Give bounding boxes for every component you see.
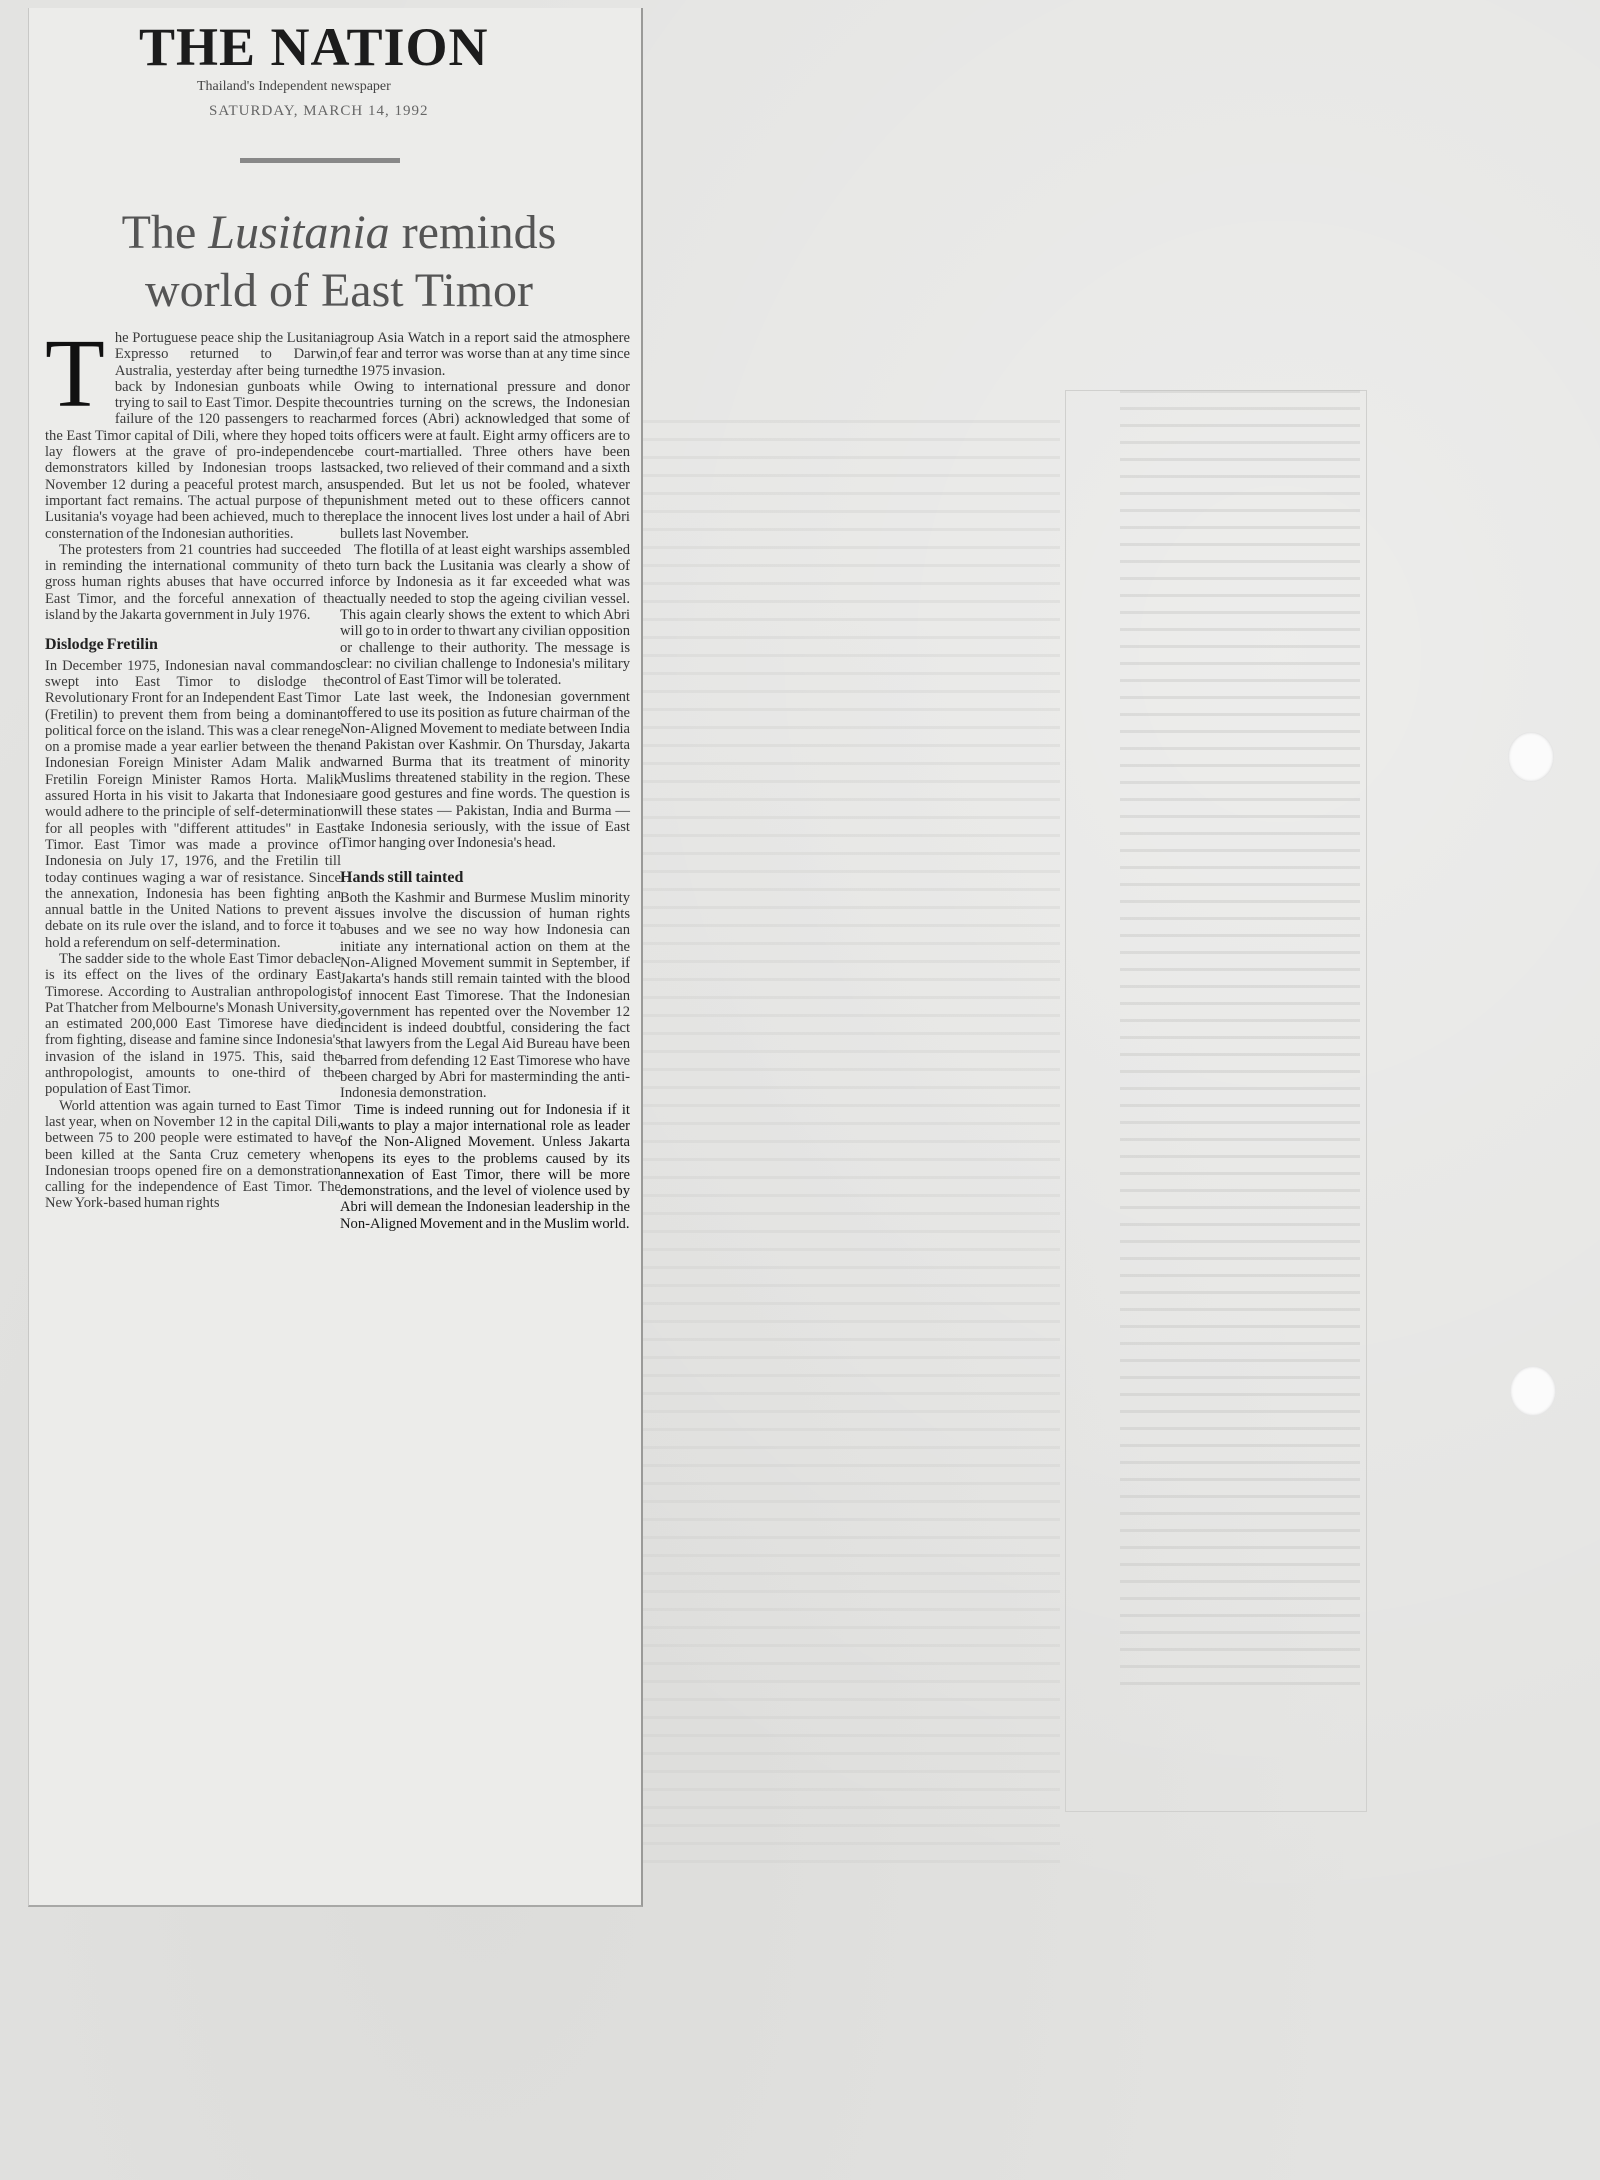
paragraph: Owing to international pressure and donor countries turning on the screws, the Indonesian armed forces (Abri) acknowledged that some of its officers were at fault. Eight army officers are to be court-martialled. Three others have been sacked, two relieved of their command and a sixth suspended. But let us not be fooled, whatever punishment meted out to these officers cannot replace the innocent lives lost under a hail of Abri bullets last November.: [340, 378, 630, 542]
article-headline: The Lusitania reminds world of East Timor: [121, 206, 557, 317]
paragraph: The Portuguese peace ship the Lusitania Expresso returned to Darwin, Australia, yesterday after being turned back by Indonesian gunboats while trying to sail to East Timor. Despite the failure of the 120 passengers to reach the East Timor capital of Dili, where they hoped to lay flowers at the grave of pro-independence demonstrators killed by Indonesian troops last November 12 during a peaceful protest march, an important fact remains. The actual purpose of the Lusitania's voyage had been achieved, much to the consternation of the Indonesian authorities.: [45, 320, 341, 542]
article-column-right: [340, 330, 630, 1232]
paragraph: The sadder side to the whole East Timor debacle is its effect on the lives of the ordinary East Timorese. According to Australian anthropologist Pat Thatcher from Melbourne's Monash University, an estimated 200,000 East Timorese have died from fighting, disease and famine since Indonesia's invasion of the island in 1975. This, said the anthropologist, amounts to one-third of the population of East Timor.: [45, 950, 341, 1098]
paragraph: The protesters from 21 countries had succeeded in reminding the international community of the gross human rights abuses that have occurred in East Timor, and the forceful annexation of the island by the Jakarta government in July 1976.: [45, 541, 341, 624]
paragraph: The flotilla of at least eight warships assembled to turn back the Lusitania was clearly a show of force by Indonesia as it far exceeded what was actually needed to stop the ageing civilian vessel. This again clearly shows the extent to which Abri will go to in order to thwart any civilian opposition or challenge to their authority. The message is clear: no civilian challenge to Indonesia's military control of East Timor will be tolerated.: [340, 541, 630, 689]
punch-hole: [1510, 1366, 1556, 1416]
paragraph: Both the Kashmir and Burmese Muslim minority issues involve the discussion of human rights abuses and we see no way how Indonesia can initiate any international action on them at the Non-Aligned Movement summit in September, if Jakarta's hands still remain tainted with the blood of innocent East Timorese. That the Indonesian government has repented over the November 12 incident is indeed doubtful, considering the fact that lawyers from the Legal Aid Bureau have been barred from defending 12 East Timorese who have been charged by Abri for masterminding the anti-Indonesia demonstration.: [340, 889, 630, 1102]
bleed-through-text-block: [1120, 390, 1360, 1690]
newspaper-tagline: Thailand's Independent newspaper: [197, 79, 391, 94]
newspaper-name: THE NATION: [139, 17, 489, 77]
paragraph: group Asia Watch in a report said the atmosphere of fear and terror was worse than at any time since the 1975 invasion.: [340, 330, 630, 379]
paragraph: In December 1975, Indonesian naval commandos swept into East Timor to dislodge the Revolutionary Front for an Independent East Timor (Fretilin) to prevent them from being a dominant political force on the island. This was a clear renege on a promise made a year earlier between the then Indonesian Foreign Minister Adam Malik and Fretilin Foreign Minister Ramos Horta. Malik assured Horta in his visit to Jakarta that Indonesia would adhere to the principle of self-determination for all peoples with "different attitudes" in East Timor. East Timor was made a province of Indonesia on July 17, 1976, and the Fretilin till today continues waging a war of resistance. Since the annexation, Indonesia has been fighting an annual battle in the United Nations to prevent a debate on its rule over the island, and to force it to hold a referendum on self-determination.: [45, 657, 341, 951]
paragraph: World attention was again turned to East Timor last year, when on November 12 in the capital Dili, between 75 to 200 people were estimated to have been killed at the Santa Cruz cemetery when Indonesian troops opened fire on a demonstration calling for the independence of East Timor. The New York-based human rights: [45, 1097, 341, 1212]
subheading: Dislodge Fretilin: [45, 636, 158, 654]
paragraph: Late last week, the Indonesian government offered to use its position as future chairman of the Non-Aligned Movement to mediate between India and Pakistan over Kashmir. On Thursday, Jakarta warned Burma that its treatment of minority Muslims threatened stability in the region. These are good gestures and fine words. The question is will these states — Pakistan, India and Burma — take Indonesia seriously, with the issue of East Timor hanging over Indonesia's head.: [340, 688, 630, 852]
article-column-left: [45, 320, 341, 1212]
issue-date: SATURDAY, MARCH 14, 1992: [209, 103, 429, 119]
masthead-rule: [240, 158, 400, 163]
drop-cap: T: [45, 320, 105, 428]
punch-hole: [1508, 732, 1554, 782]
paragraph: Time is indeed running out for Indonesia if it wants to play a major international role as leader of the Non-Aligned Movement. Unless Jakarta opens its eyes to the problems caused by its annexation of East Timor, there will be more demonstrations, and the level of violence used by Abri will demean the Indonesian leadership in the Non-Aligned Movement and in the Muslim world.: [340, 1101, 630, 1232]
subheading: Hands still tainted: [340, 868, 464, 886]
newspaper-clipping: [28, 8, 643, 1907]
bleed-through-text-block: [640, 420, 1060, 1870]
